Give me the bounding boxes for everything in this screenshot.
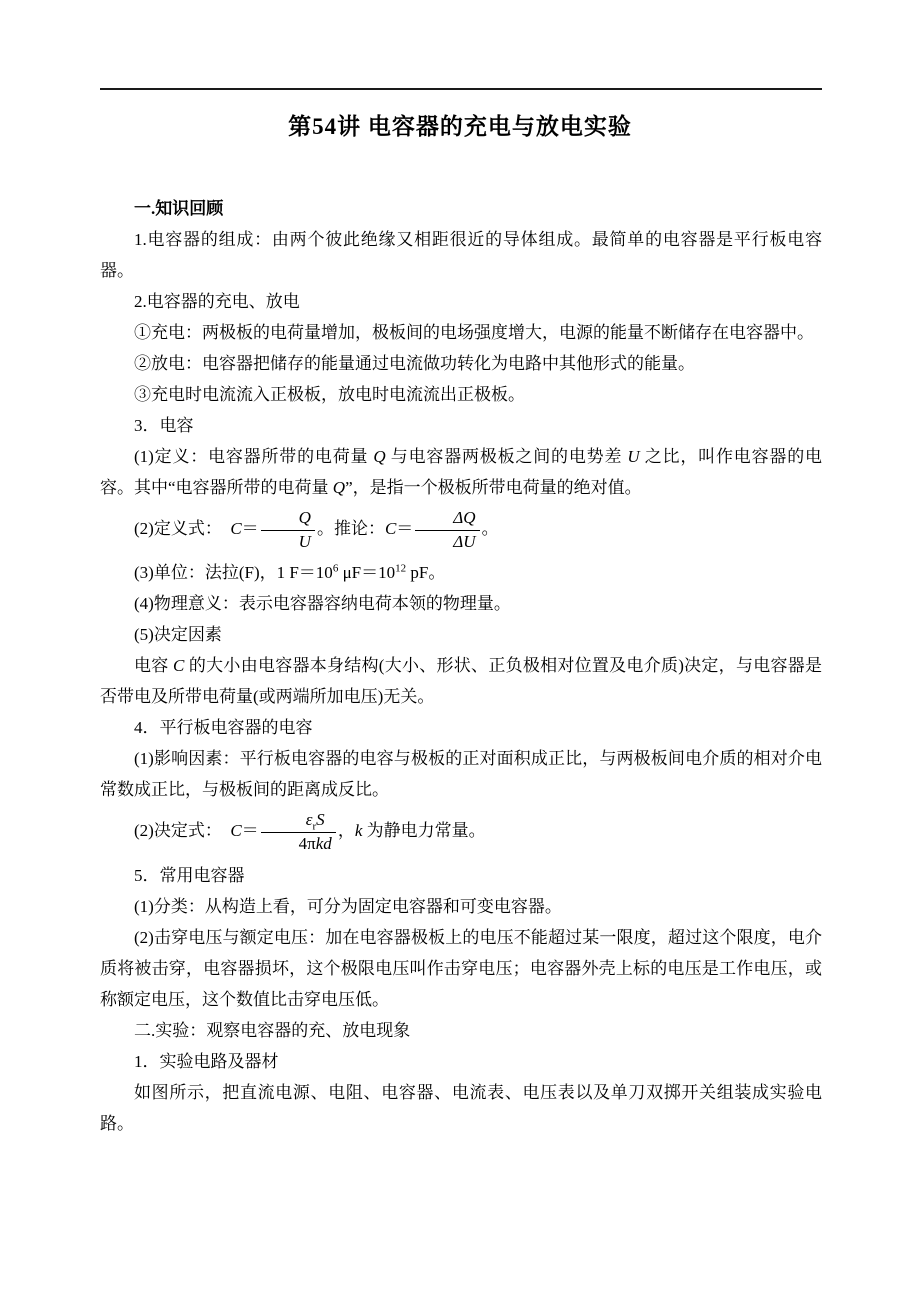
paragraph-current-direction: ③充电时电流流入正极板，放电时电流流出正极板。 <box>134 385 525 404</box>
variable-C: C <box>173 656 185 676</box>
text-segment: 之比，叫作电容器的电容。其中“电容器所带的电荷量 <box>100 447 823 497</box>
fraction-denominator: U <box>298 531 311 551</box>
text-segment: ”，是指一个极板所带电荷量的绝对值。 <box>345 478 642 497</box>
paragraph-parallel-plate-heading: 4．平行板电容器的电容 <box>134 718 313 738</box>
paragraph-definition-formula <box>100 503 822 557</box>
subscript-r: r <box>312 820 317 833</box>
paragraph-breakdown-voltage: (2)击穿电压与额定电压：加在电容器极板上的电压不能超过某一限度，超过这个限度，电介质将被击穿，电容器损坏，这个极限电压叫作击穿电压；电容器外壳上标的电压是工作电压，或称额定电压，这个数值比击穿电压低。 <box>100 927 822 1009</box>
paragraph-capacitance-heading: 3．电容 <box>134 416 194 435</box>
text-segment: 与电容器两极板之间的电势差 <box>385 447 628 466</box>
text-segment: μF＝10 <box>338 563 396 583</box>
text-segment: (1)定义：电容器所带的电荷量 <box>134 447 374 466</box>
equals-sign: ＝ <box>241 519 259 539</box>
variable-S: S <box>316 810 325 830</box>
variable-C: C <box>230 519 242 539</box>
paragraph-deciding-factor-heading: (5)决定因素 <box>134 625 222 645</box>
paragraph-classification: (1)分类：从构造上看，可分为固定电容器和可变电容器。 <box>134 896 562 916</box>
text-segment: (3)单位：法拉(F)，1 F＝10 <box>134 563 333 583</box>
paragraph-common-capacitors-heading: 5．常用电容器 <box>134 865 245 885</box>
section-heading-experiment: 二.实验：观察电容器的充、放电现象 <box>134 1020 411 1040</box>
paragraph-circuit-description: 如图所示，把直流电源、电阻、电容器、电流表、电压表以及单刀双掷开关组装成实验电路。 <box>100 1082 822 1133</box>
fraction-dQ-over-dU <box>415 509 479 551</box>
header-rule <box>100 88 822 90</box>
fraction-denominator <box>261 833 336 854</box>
paragraph-capacitor-composition: 1.电容器的组成：由两个彼此绝缘又相距很近的导体组成。最简单的电容器是平行板电容器。 <box>100 230 822 280</box>
fraction-numerator <box>261 811 336 833</box>
fraction-denominator: ΔU <box>453 531 476 551</box>
equals-sign: ＝ <box>241 821 259 841</box>
paragraph-units <box>100 557 822 588</box>
text-segment: 的大小由电容器本身结构(大小、形状、正负极相对位置及电介质)决定，与电容器是否带电及所带电荷量(或两端所加电压)无关。 <box>100 656 822 707</box>
text-segment: 。 <box>481 519 499 539</box>
text-segment: 为静电力常量。 <box>362 821 486 841</box>
variable-epsilon: ε <box>305 810 313 830</box>
text-segment: pF。 <box>406 563 446 583</box>
variable-C: C <box>230 821 242 841</box>
text-segment: (2)定义式： <box>134 519 231 539</box>
section-heading-knowledge-review: 一.知识回顾 <box>134 199 224 218</box>
document-body <box>100 193 822 1139</box>
variable-U: U <box>627 447 640 466</box>
paragraph-circuit-equipment-heading: 1．实验电路及器材 <box>134 1051 279 1071</box>
fraction-epsilonS-over-4pikd <box>261 811 336 853</box>
paragraph-physical-meaning: (4)物理意义：表示电容器容纳电荷本领的物理量。 <box>134 594 511 614</box>
text-segment: 。推论： <box>316 519 385 539</box>
text-segment: (2)决定式： <box>134 821 231 841</box>
paragraph-deciding-factor <box>100 650 822 712</box>
superscript-exponent: 6 <box>332 562 339 575</box>
fraction-Q-over-U <box>261 509 315 551</box>
paragraph-charge-discharge-heading: 2.电容器的充电、放电 <box>134 292 300 311</box>
document-title: 第54讲 电容器的充电与放电实验 <box>288 114 632 139</box>
text-segment: 4π <box>298 834 316 854</box>
paragraph-influence-factors: (1)影响因素：平行板电容器的电容与极板的正对面积成正比，与两极板间电介质的相对介电常数成正比，与极板间的距离成反比。 <box>100 749 822 800</box>
paragraph-deciding-formula <box>100 805 822 859</box>
paragraph-charging: ①充电：两极板的电荷量增加，极板间的电场强度增大，电源的能量不断储存在电容器中。 <box>134 323 814 342</box>
text-segment: ， <box>337 821 355 841</box>
superscript-exponent: 12 <box>395 562 407 575</box>
text-segment: 电容 <box>134 656 174 676</box>
variable-Q: Q <box>332 478 346 497</box>
fraction-numerator: Q <box>261 509 315 531</box>
variable-Q: Q <box>373 447 386 466</box>
fraction-numerator: ΔQ <box>415 509 479 531</box>
variable-kd: kd <box>315 834 332 854</box>
paragraph-capacitance-definition <box>100 441 822 503</box>
paragraph-discharging: ②放电：电容器把储存的能量通过电流做功转化为电路中其他形式的能量。 <box>134 354 695 373</box>
variable-C: C <box>384 519 397 539</box>
equals-sign: ＝ <box>396 519 414 539</box>
variable-k: k <box>354 821 363 841</box>
